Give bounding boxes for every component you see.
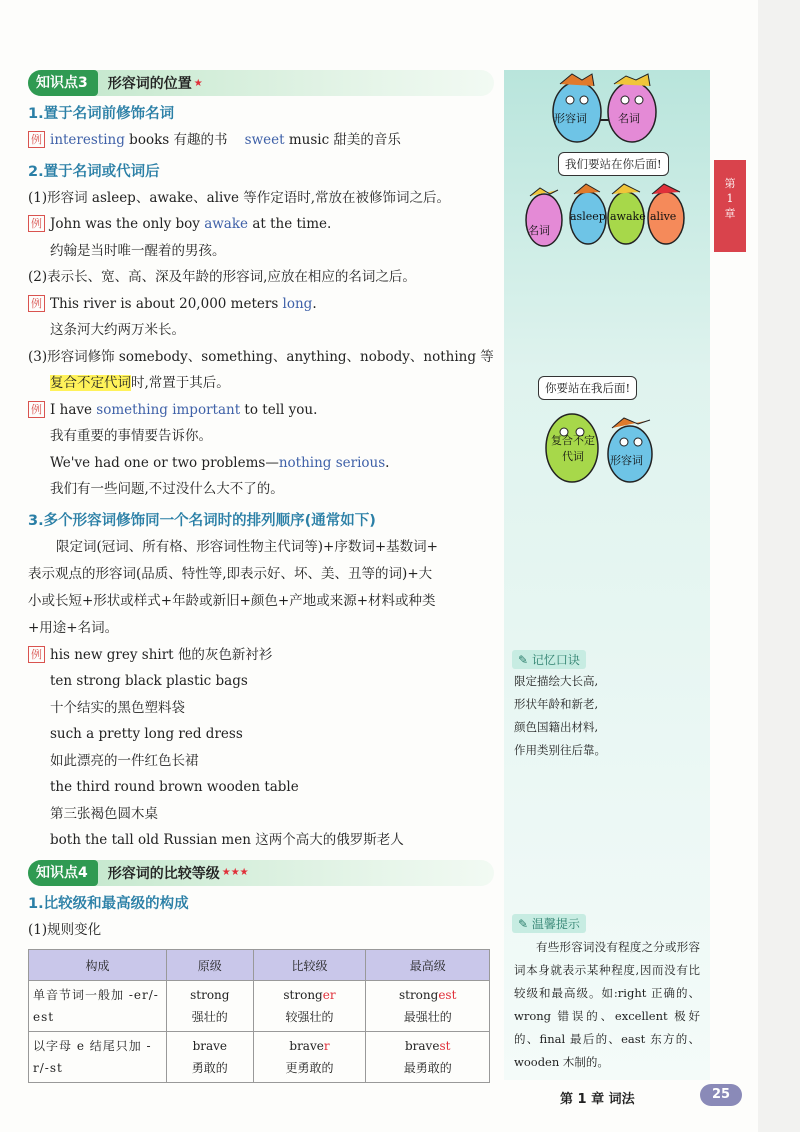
s3-heading: 3.多个形容词修饰同一个名词时的排列顺序(通常如下) [28, 512, 376, 529]
cartoon-label: alive [650, 210, 677, 223]
comparison-table [28, 949, 490, 1083]
cell-en: strong [190, 988, 230, 1002]
table-cell [253, 981, 366, 1032]
ex-text: his new grey shirt 他的灰色新衬衫 [50, 646, 273, 663]
ex-text: at the time. [248, 216, 332, 232]
s3-ex5: both the tall old Russian men 这两个高大的俄罗斯老人 [50, 832, 404, 848]
ex-word: sweet [244, 132, 285, 148]
warm-tip-text: 有些形容词没有程度之分或形容词本身就表示某种程度,因而没有比较级和最高级。如:right 正确的、wrong 错误的、excellent 极好的、final 最后的、east 东方的、wooden 木制的。 [514, 940, 700, 1069]
page-edge [758, 0, 800, 1132]
cell-cn: 最强壮的 [403, 1010, 452, 1024]
example-icon: 例 [28, 401, 45, 418]
cartoon-label: asleep [570, 210, 606, 223]
kp4-title: 形容词的比较等级 [107, 865, 220, 882]
s2-p1-example [28, 211, 494, 238]
kp3-bar [28, 70, 494, 96]
s3-ex1 [28, 642, 494, 669]
s3-ex4-cn: 第三张褐色圆木桌 [50, 805, 158, 822]
chapter-tab [714, 160, 746, 252]
cell-suffix: r [323, 1039, 330, 1053]
s2-p3b [28, 370, 494, 397]
s3-ex2-cn: 十个结实的黑色塑料袋 [50, 699, 185, 716]
cartoon-label: 复合不定代词 [551, 434, 595, 463]
body-text: 时,常置于其后。 [131, 375, 230, 391]
ex-word: something important [96, 401, 241, 418]
para-line: +用途+名词。 [28, 619, 119, 636]
ex-text: . [312, 295, 317, 312]
ex-text: I have [50, 401, 97, 418]
cell-cn: 更勇敢的 [285, 1061, 334, 1075]
page-number: 25 [700, 1084, 742, 1106]
s2-heading: 2.置于名词或代词后 [28, 163, 160, 180]
example-icon: 例 [28, 646, 45, 663]
memory-line: 限定描绘大长高, [514, 674, 599, 688]
cell-en: brave [192, 1039, 228, 1053]
kp3-title: 形容词的位置 [107, 76, 192, 92]
ex-text: to tell you. [240, 401, 318, 418]
side-column [504, 70, 710, 1080]
ex-text: We've had one or two problems— [50, 454, 279, 471]
table-cell-rule: 以字母 e 结尾只加 -r/-st [29, 1032, 167, 1083]
example-icon: 例 [28, 131, 45, 148]
table-header: 构成 [29, 950, 167, 981]
cartoon-adj-noun [532, 70, 682, 145]
s1-heading: 1.置于名词前修饰名词 [28, 106, 175, 122]
table-header: 比较级 [253, 950, 366, 981]
s2-p3-example1 [28, 397, 494, 424]
ex-text: books 有趣的书 [124, 132, 228, 148]
kp4-heading: 1.比较级和最高级的构成 [28, 895, 189, 912]
cell-stem: brave [289, 1039, 324, 1053]
kp4-sub: (1)规则变化 [28, 921, 102, 938]
s2-p2-translation: 这条河大约两万米长。 [50, 322, 185, 338]
s1-example [28, 127, 494, 154]
cell-cn: 强壮的 [191, 1010, 228, 1024]
table-cell [167, 1032, 254, 1083]
ex-text: This river is about 20,000 meters [50, 295, 283, 312]
ex-word: long [282, 295, 313, 312]
kp4-stars: ★★★ [221, 867, 249, 878]
cell-cn: 较强壮的 [285, 1010, 334, 1024]
para-line: 表示观点的形容词(品质、特性等,即表示好、坏、美、丑等的词)+大 [28, 565, 433, 582]
cartoon-label: 形容词 [610, 454, 643, 467]
chapter-tab-text: 章 [724, 207, 736, 220]
s2-p3-translation2: 我们有一些问题,不过没什么大不了的。 [50, 481, 284, 497]
memory-icon: ✎ [518, 653, 529, 667]
speech-bubble: 你要站在我后面! [538, 376, 637, 400]
warm-tip-label: 温馨提示 [531, 917, 580, 931]
s3-ex3-cn: 如此漂亮的一件红色长裙 [50, 752, 199, 769]
table-cell [253, 1032, 366, 1083]
kp4-bar [28, 860, 494, 886]
s2-p3-example2 [28, 450, 494, 477]
cell-suffix: st [439, 1039, 451, 1053]
cell-suffix: er [322, 988, 336, 1002]
memory-line: 颜色国籍出材料, [514, 720, 599, 734]
table-row [29, 1032, 490, 1083]
table-header: 最高级 [366, 950, 490, 981]
table-cell [167, 981, 254, 1032]
table-cell [366, 1032, 490, 1083]
tip-icon: ✎ [518, 917, 529, 931]
cartoon-label: 名词 [618, 112, 640, 125]
cell-suffix: est [438, 988, 457, 1002]
s3-ex2-en: ten strong black plastic bags [50, 673, 248, 689]
footer-chapter: 第 1 章 词法 [560, 1092, 635, 1107]
cartoon-label: 形容词 [554, 112, 587, 125]
memory-tip-text [514, 670, 700, 762]
chapter-tab-number: 1 [726, 192, 734, 205]
warm-tip-heading [512, 914, 586, 933]
ex-word: awake [204, 216, 249, 232]
ex-word: nothing serious [278, 454, 386, 471]
s3-para [28, 534, 494, 642]
para-line: 限定词(冠词、所有格、形容词性物主代词等)+序数词+基数词+ [56, 538, 438, 555]
cell-cn: 最勇敢的 [403, 1061, 452, 1075]
chapter-tab-text: 第 [724, 177, 736, 190]
s2-p3-translation1: 我有重要的事情要告诉你。 [50, 428, 212, 444]
memory-line: 作用类别往后靠。 [514, 743, 606, 757]
speech-bubble: 我们要站在你后面! [558, 152, 669, 176]
ex-text: . [385, 454, 390, 471]
table-header-row [29, 950, 490, 981]
cell-stem: strong [283, 988, 323, 1002]
table-header: 原级 [167, 950, 254, 981]
s2-p2: (2)表示长、宽、高、深及年龄的形容词,应放在相应的名词之后。 [28, 269, 416, 285]
ex-word: interesting [50, 132, 125, 148]
kp3-stars: ★ [193, 77, 203, 89]
table-cell [366, 981, 490, 1032]
memory-tip-heading [512, 650, 586, 669]
s2-p2-example [28, 291, 494, 318]
memory-line: 形状年龄和新老, [514, 697, 599, 711]
cartoon-label: awake [610, 210, 646, 223]
cell-stem: brave [404, 1039, 440, 1053]
table-row [29, 981, 490, 1032]
main-column [28, 70, 494, 1083]
ex-text: John was the only boy [50, 216, 205, 232]
cell-stem: strong [398, 988, 439, 1002]
s3-ex3-en: such a pretty long red dress [50, 726, 243, 742]
s2-p1: (1)形容词 asleep、awake、alive 等作定语时,常放在被修饰词之后。 [28, 189, 451, 206]
kp3-tag: 知识点3 [28, 70, 98, 96]
s3-ex4-en: the third round brown wooden table [50, 779, 299, 795]
ex-text: music 甜美的音乐 [284, 132, 401, 148]
example-icon: 例 [28, 215, 45, 232]
memory-tip-label: 记忆口诀 [531, 653, 580, 667]
s2-p3: (3)形容词修饰 somebody、something、anything、nobody、nothing 等 [28, 348, 494, 365]
s2-p1-translation: 约翰是当时唯一醒着的男孩。 [50, 242, 226, 259]
cell-cn: 勇敢的 [191, 1061, 228, 1075]
table-cell-rule: 单音节词一般加 -er/-est [29, 981, 167, 1032]
cartoon-label: 名词 [528, 224, 550, 237]
kp4-tag: 知识点4 [28, 860, 98, 886]
example-icon: 例 [28, 295, 45, 312]
para-line: 小或长短+形状或样式+年龄或新旧+颜色+产地或来源+材料或种类 [28, 592, 436, 609]
highlight-text: 复合不定代词 [50, 375, 131, 391]
